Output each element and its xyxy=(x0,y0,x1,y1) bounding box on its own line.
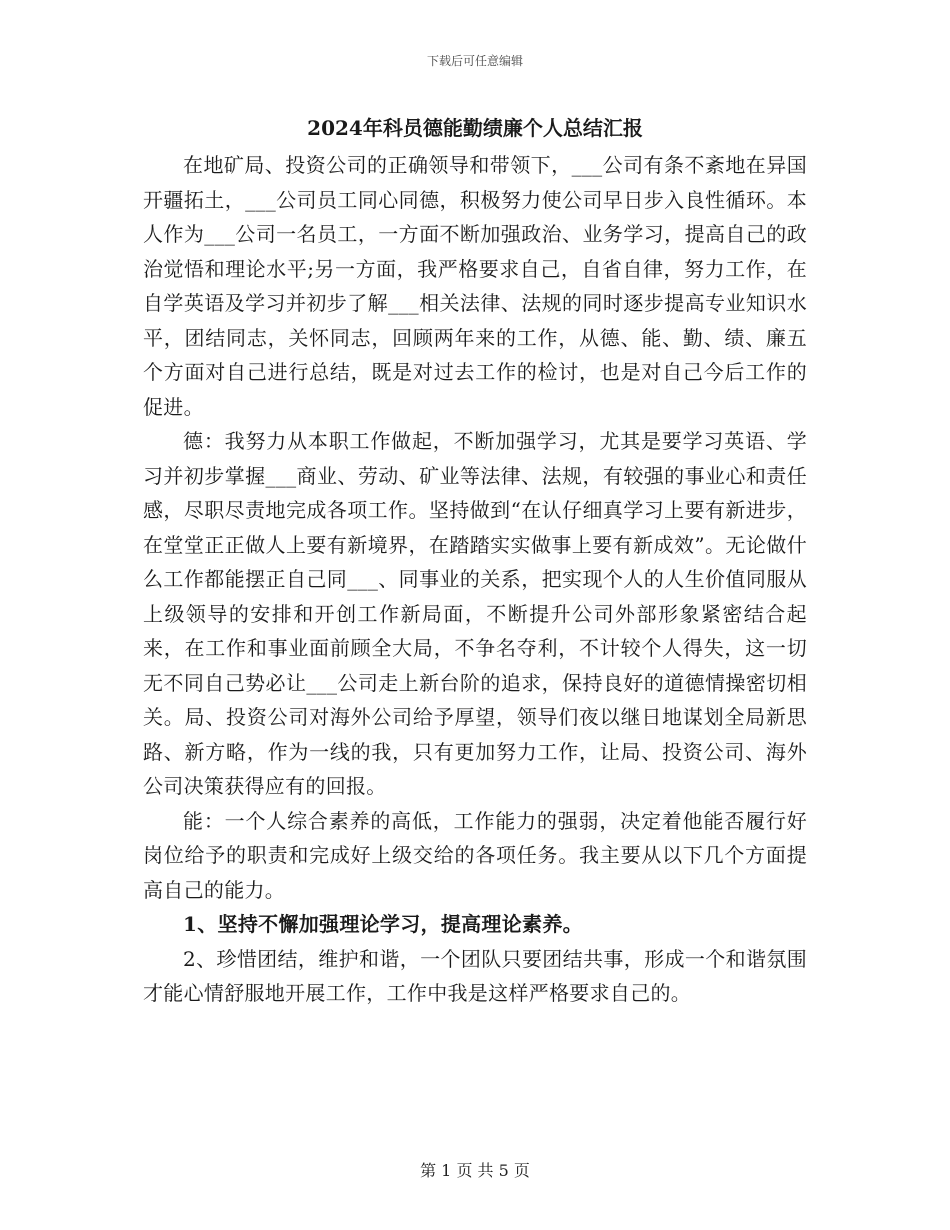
page-number: 第 1 页 共 5 页 xyxy=(420,1161,530,1180)
paragraph-point-1: 1、坚持不懈加强理论学习，提高理论素养。 xyxy=(183,912,583,936)
paragraph-intro: 在地矿局、投资公司的正确领导和带领下，___公司有条不紊地在异国开疆拓土，___公司员工同心同德，积极努力使公司早日步入良性循环。本人作为___公司一名员工，一方面不断加强政治、业务学习，提高自己的政治觉悟和理论水平;另一方面，我严格要求自己，自省自律，努力工作，在自学英语及学习并初步了解___相关法律、法规的同时逐步提高专业知识水平，团结同志，关怀同志，回顾两年来的工作，从德、能、勤、绩、廉五个方面对自己进行总结，既是对过去工作的检讨，也是对自己今后工作的促进。 xyxy=(143,153,807,419)
document-body xyxy=(143,148,807,1011)
paragraph-point-2: 2、珍惜团结，维护和谐，一个团队只要团结共事，形成一个和谐氛围才能心情舒服地开展工作，工作中我是这样严格要求自己的。 xyxy=(143,946,807,1005)
document-title: 2024年科员德能勤绩廉个人总结汇报 xyxy=(307,116,643,140)
paragraph-de: 德：我努力从本职工作做起，不断加强学习，尤其是要学习英语、学习并初步掌握___商业、劳动、矿业等法律、法规，有较强的事业心和责任感，尽职尽责地完成各项工作。坚持做到“在认仔细真学习上要有新进步，在堂堂正正做人上要有新境界，在踏踏实实做事上要有新成效”。无论做什么工作都能摆正自己同___、同事业的关系，把实现个人的人生价值同服从上级领导的安排和开创工作新局面，不断提升公司外部形象紧密结合起来，在工作和事业面前顾全大局，不争名夺利，不计较个人得失，这一切无不同自己势必让___公司走上新台阶的追求，保持良好的道德情操密切相关。局、投资公司对海外公司给予厚望，领导们夜以继日地谋划全局新思路、新方略，作为一线的我，只有更加努力工作，让局、投资公司、海外公司决策获得应有的回报。 xyxy=(143,429,807,798)
paragraph-neng: 能：一个人综合素养的高低，工作能力的强弱，决定着他能否履行好岗位给予的职责和完成好上级交给的各项任务。我主要从以下几个方面提高自己的能力。 xyxy=(143,808,807,902)
header-note: 下载后可任意编辑 xyxy=(426,54,523,68)
